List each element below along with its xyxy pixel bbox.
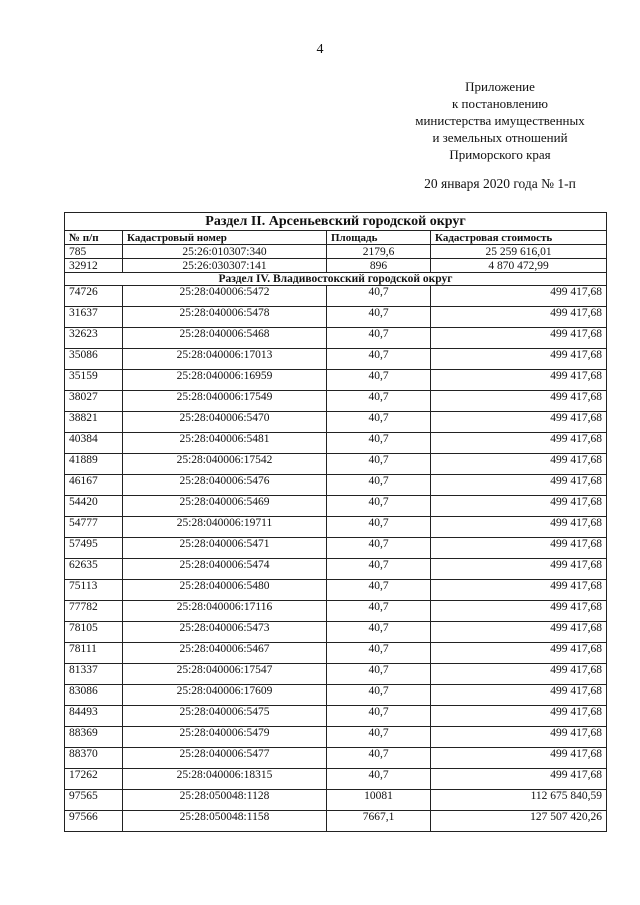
- cell-number: 54777: [65, 517, 123, 538]
- cell-cadastral-number: 25:28:040006:5475: [123, 706, 327, 727]
- cell-number: 40384: [65, 433, 123, 454]
- cell-cadastral-number: 25:28:040006:17013: [123, 349, 327, 370]
- cell-cadastral-cost: 499 417,68: [431, 727, 607, 748]
- cell-cadastral-cost: 499 417,68: [431, 475, 607, 496]
- table-row: [65, 328, 607, 349]
- cell-area: 40,7: [327, 622, 431, 643]
- cell-cadastral-cost: 499 417,68: [431, 580, 607, 601]
- section-4-title-row: [65, 273, 607, 286]
- cell-cadastral-cost: 499 417,68: [431, 685, 607, 706]
- table-row: [65, 286, 607, 307]
- cell-cadastral-cost: 499 417,68: [431, 664, 607, 685]
- appendix-line: министерства имущественных: [415, 113, 585, 128]
- cell-area: 40,7: [327, 727, 431, 748]
- section-2-title: Раздел II. Арсеньевский городской округ: [65, 213, 607, 231]
- cell-number: 81337: [65, 664, 123, 685]
- table-row: [65, 245, 607, 259]
- cell-area: 2179,6: [327, 245, 431, 259]
- cell-area: 40,7: [327, 601, 431, 622]
- cell-number: 97566: [65, 811, 123, 832]
- cell-number: 97565: [65, 790, 123, 811]
- cell-cadastral-cost: 499 417,68: [431, 643, 607, 664]
- cell-cadastral-cost: 4 870 472,99: [431, 259, 607, 273]
- page-number: 4: [316, 42, 324, 57]
- table-row: [65, 307, 607, 328]
- cell-number: 38027: [65, 391, 123, 412]
- cell-cadastral-cost: 127 507 420,26: [431, 811, 607, 832]
- cell-cadastral-number: 25:28:040006:5480: [123, 580, 327, 601]
- cell-number: 41889: [65, 454, 123, 475]
- cell-cadastral-cost: 499 417,68: [431, 769, 607, 790]
- appendix-date: 20 января 2020 года № 1-п: [424, 176, 576, 191]
- section-4-rows: [65, 286, 607, 832]
- cell-area: 40,7: [327, 706, 431, 727]
- cell-cadastral-number: 25:28:040006:17609: [123, 685, 327, 706]
- cell-cadastral-number: 25:28:040006:5470: [123, 412, 327, 433]
- table-row: [65, 517, 607, 538]
- section-2-title-row: [65, 213, 607, 231]
- cell-cadastral-number: 25:28:040006:5467: [123, 643, 327, 664]
- section-2-rows: [65, 245, 607, 273]
- cell-cadastral-cost: 499 417,68: [431, 622, 607, 643]
- table-row: [65, 727, 607, 748]
- cell-cadastral-number: 25:28:040006:17116: [123, 601, 327, 622]
- cell-area: 896: [327, 259, 431, 273]
- table-row: [65, 580, 607, 601]
- table-row: [65, 538, 607, 559]
- table-row: [65, 601, 607, 622]
- cell-number: 35086: [65, 349, 123, 370]
- cell-area: 40,7: [327, 286, 431, 307]
- cell-cadastral-number: 25:28:040006:5468: [123, 328, 327, 349]
- cell-number: 84493: [65, 706, 123, 727]
- section-4-title: Раздел IV. Владивостокский городской округ: [65, 273, 607, 286]
- cell-cadastral-cost: 499 417,68: [431, 370, 607, 391]
- cell-area: 10081: [327, 790, 431, 811]
- table-row: [65, 349, 607, 370]
- cell-cadastral-cost: 499 417,68: [431, 412, 607, 433]
- cell-cadastral-number: 25:28:040006:16959: [123, 370, 327, 391]
- cell-number: 46167: [65, 475, 123, 496]
- cadastral-table: [64, 212, 607, 832]
- cell-cadastral-number: 25:28:040006:5471: [123, 538, 327, 559]
- cell-number: 32623: [65, 328, 123, 349]
- cell-number: 32912: [65, 259, 123, 273]
- cell-area: 40,7: [327, 748, 431, 769]
- cell-cadastral-cost: 499 417,68: [431, 601, 607, 622]
- cell-number: 78111: [65, 643, 123, 664]
- header-cadastral-cost: Кадастровая стоимость: [431, 231, 607, 245]
- cell-cadastral-cost: 499 417,68: [431, 349, 607, 370]
- cell-area: 40,7: [327, 580, 431, 601]
- table-row: [65, 643, 607, 664]
- cell-cadastral-number: 25:28:050048:1128: [123, 790, 327, 811]
- table-row: [65, 259, 607, 273]
- cell-cadastral-cost: 499 417,68: [431, 286, 607, 307]
- cell-area: 40,7: [327, 517, 431, 538]
- cell-cadastral-cost: 499 417,68: [431, 538, 607, 559]
- cell-cadastral-number: 25:28:040006:5474: [123, 559, 327, 580]
- cell-cadastral-cost: 499 417,68: [431, 433, 607, 454]
- table-row: [65, 391, 607, 412]
- cell-area: 40,7: [327, 391, 431, 412]
- cell-number: 75113: [65, 580, 123, 601]
- cell-area: 40,7: [327, 307, 431, 328]
- cell-area: 40,7: [327, 664, 431, 685]
- table-row: [65, 790, 607, 811]
- cell-number: 57495: [65, 538, 123, 559]
- table-row: [65, 706, 607, 727]
- table-row: [65, 622, 607, 643]
- cell-cadastral-cost: 499 417,68: [431, 391, 607, 412]
- cell-number: 785: [65, 245, 123, 259]
- cell-cadastral-number: 25:28:040006:17542: [123, 454, 327, 475]
- cell-cadastral-number: 25:28:040006:5477: [123, 748, 327, 769]
- cell-cadastral-number: 25:28:040006:5476: [123, 475, 327, 496]
- table-header-row: [65, 231, 607, 245]
- header-number: № п/п: [65, 231, 123, 245]
- appendix-line: к постановлению: [451, 96, 549, 111]
- cell-number: 83086: [65, 685, 123, 706]
- appendix-block: [400, 78, 600, 192]
- table-row: [65, 748, 607, 769]
- cell-number: 88369: [65, 727, 123, 748]
- cell-area: 40,7: [327, 454, 431, 475]
- cell-cadastral-cost: 499 417,68: [431, 454, 607, 475]
- cell-number: 54420: [65, 496, 123, 517]
- cell-cadastral-number: 25:28:040006:18315: [123, 769, 327, 790]
- table-row: [65, 370, 607, 391]
- cell-cadastral-number: 25:28:050048:1158: [123, 811, 327, 832]
- table-row: [65, 769, 607, 790]
- cell-cadastral-number: 25:28:040006:5479: [123, 727, 327, 748]
- table-row: [65, 475, 607, 496]
- cell-cadastral-cost: 499 417,68: [431, 748, 607, 769]
- cell-area: 40,7: [327, 496, 431, 517]
- cell-cadastral-number: 25:28:040006:17549: [123, 391, 327, 412]
- cell-cadastral-cost: 499 417,68: [431, 517, 607, 538]
- table-row: [65, 412, 607, 433]
- cell-number: 74726: [65, 286, 123, 307]
- cell-cadastral-cost: 499 417,68: [431, 559, 607, 580]
- cell-cadastral-cost: 499 417,68: [431, 706, 607, 727]
- appendix-line: Приложение: [465, 79, 535, 94]
- cell-cadastral-number: 25:26:010307:340: [123, 245, 327, 259]
- cell-cadastral-cost: 499 417,68: [431, 307, 607, 328]
- cell-area: 40,7: [327, 685, 431, 706]
- table-row: [65, 433, 607, 454]
- cell-cadastral-number: 25:28:040006:19711: [123, 517, 327, 538]
- table-row: [65, 664, 607, 685]
- header-cadastral-number: Кадастровый номер: [123, 231, 327, 245]
- cell-area: 40,7: [327, 433, 431, 454]
- appendix-line: Приморского края: [449, 147, 551, 162]
- table-row: [65, 454, 607, 475]
- cell-area: 40,7: [327, 412, 431, 433]
- cell-area: 40,7: [327, 769, 431, 790]
- cell-cadastral-number: 25:26:030307:141: [123, 259, 327, 273]
- cell-cadastral-cost: 499 417,68: [431, 328, 607, 349]
- cell-number: 88370: [65, 748, 123, 769]
- cell-number: 38821: [65, 412, 123, 433]
- cell-cadastral-number: 25:28:040006:5469: [123, 496, 327, 517]
- cell-number: 77782: [65, 601, 123, 622]
- cell-area: 40,7: [327, 328, 431, 349]
- cell-cadastral-number: 25:28:040006:5481: [123, 433, 327, 454]
- table-row: [65, 559, 607, 580]
- cell-area: 7667,1: [327, 811, 431, 832]
- table-row: [65, 685, 607, 706]
- appendix-line: и земельных отношений: [432, 130, 568, 145]
- cell-number: 78105: [65, 622, 123, 643]
- cell-cadastral-number: 25:28:040006:17547: [123, 664, 327, 685]
- cell-number: 31637: [65, 307, 123, 328]
- cell-cadastral-cost: 112 675 840,59: [431, 790, 607, 811]
- cell-number: 62635: [65, 559, 123, 580]
- header-area: Площадь: [327, 231, 431, 245]
- cell-number: 35159: [65, 370, 123, 391]
- cell-number: 17262: [65, 769, 123, 790]
- cell-cadastral-cost: 25 259 616,01: [431, 245, 607, 259]
- cell-cadastral-number: 25:28:040006:5478: [123, 307, 327, 328]
- cell-area: 40,7: [327, 475, 431, 496]
- cell-cadastral-number: 25:28:040006:5473: [123, 622, 327, 643]
- cell-cadastral-number: 25:28:040006:5472: [123, 286, 327, 307]
- table-row: [65, 811, 607, 832]
- cell-area: 40,7: [327, 370, 431, 391]
- cell-area: 40,7: [327, 559, 431, 580]
- cell-area: 40,7: [327, 643, 431, 664]
- cell-area: 40,7: [327, 349, 431, 370]
- cell-cadastral-cost: 499 417,68: [431, 496, 607, 517]
- table-row: [65, 496, 607, 517]
- cell-area: 40,7: [327, 538, 431, 559]
